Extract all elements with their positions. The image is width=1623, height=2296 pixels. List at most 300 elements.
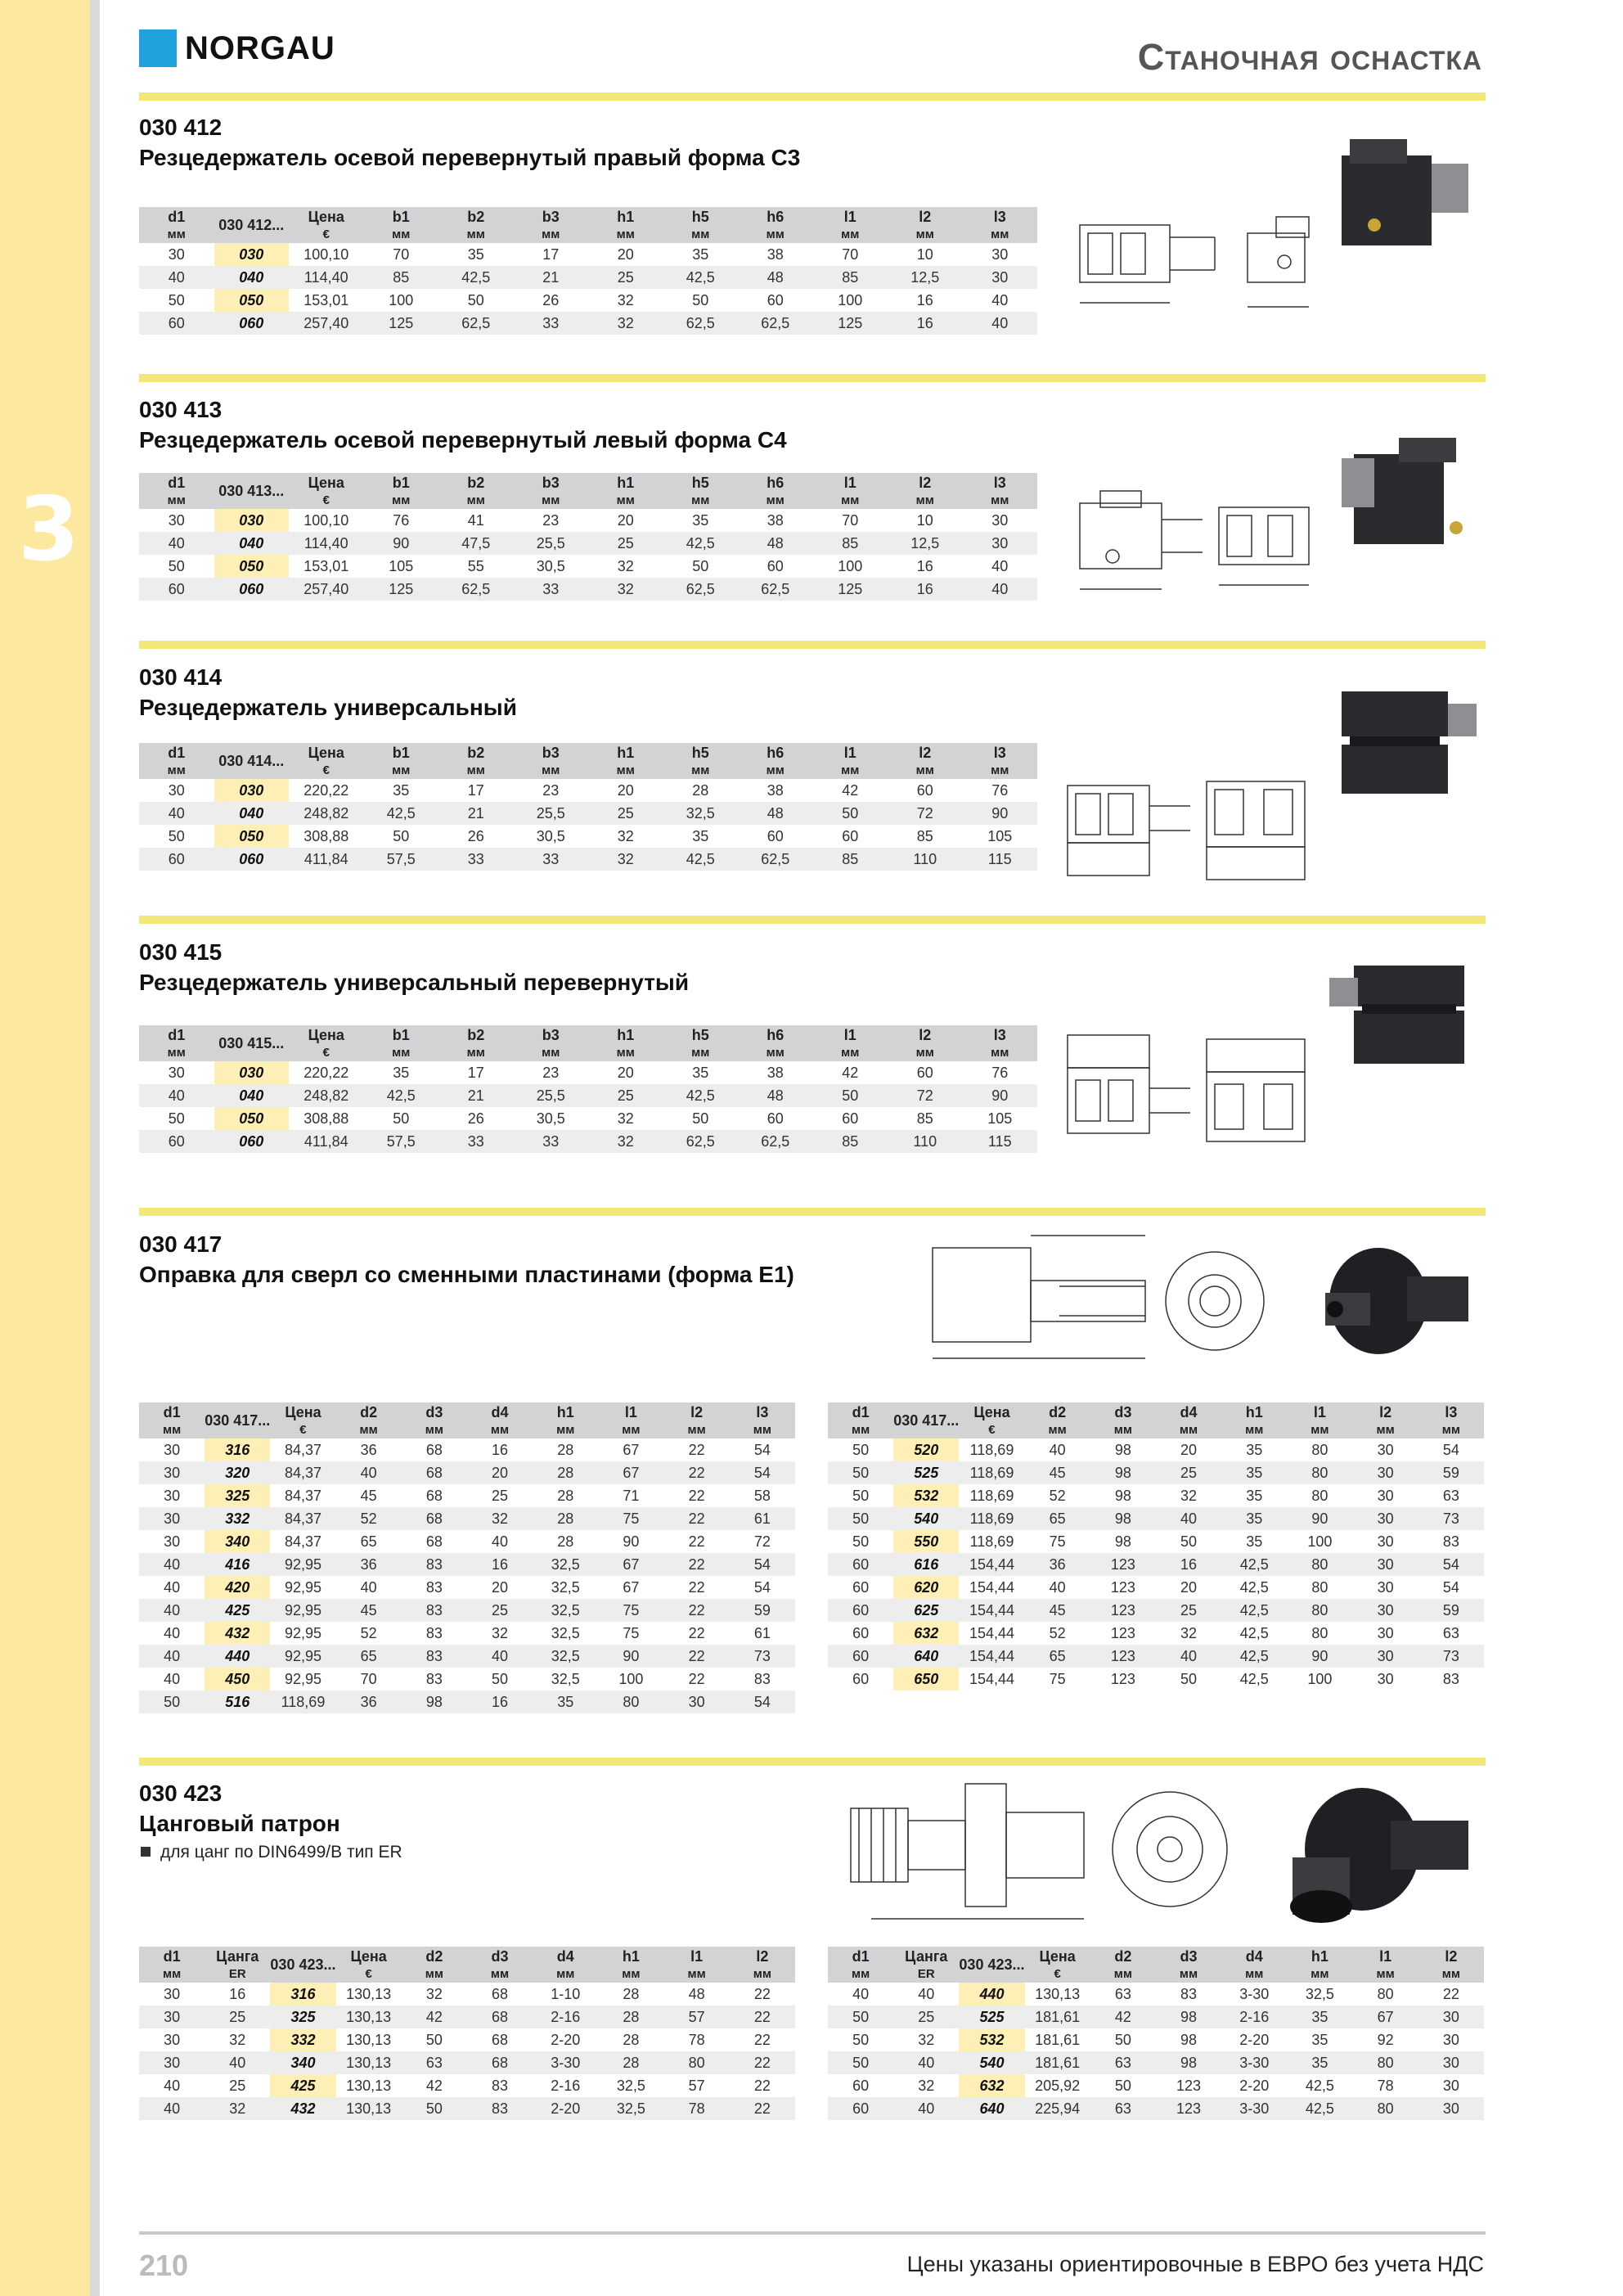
table-cell: 153,01 (303, 292, 349, 308)
table-cell: 42,5 (1239, 1625, 1269, 1641)
column-unit: мм (1090, 1966, 1156, 1983)
table-cell: 50 (828, 2006, 893, 2028)
table-cell: 32 (617, 828, 634, 844)
table-row (828, 2074, 1484, 2097)
table-cell: 130,13 (336, 2006, 402, 2028)
table-cell: 48 (688, 1986, 705, 2002)
table-cell: 154,44 (959, 1599, 1024, 1622)
table-cell: 62,5 (738, 1130, 813, 1153)
column-unit: мм (813, 227, 888, 243)
article-code: 520 (893, 1438, 959, 1461)
table-cell: 40 (139, 2097, 205, 2120)
table-cell: 60 (767, 828, 784, 844)
table-cell: 83 (492, 2078, 509, 2094)
table-cell: 50 (692, 1110, 709, 1127)
table-cell: 40 (492, 1533, 509, 1550)
column-header: 030 423... (959, 1947, 1024, 1983)
column-header: d3 (1090, 1402, 1156, 1422)
table-cell: 48 (738, 532, 813, 555)
table-cell: 30 (664, 1690, 730, 1713)
table-cell: 60 (916, 782, 933, 799)
table-cell: 62,5 (438, 312, 514, 335)
column-header: d1 (828, 1402, 893, 1422)
table-cell: 115 (963, 848, 1038, 871)
table-cell: 65 (1025, 1507, 1090, 1530)
table-cell: 54 (730, 1461, 795, 1484)
table-row (139, 2028, 795, 2051)
article-code: 030 (214, 779, 290, 802)
column-unit: € (959, 1422, 1024, 1438)
table-cell: 45 (360, 1488, 377, 1504)
table-cell: 50 (393, 1110, 410, 1127)
table-cell: 3-30 (1239, 1986, 1270, 2002)
column-unit: мм (438, 763, 514, 779)
column-header: Цена (270, 1402, 335, 1422)
table-cell: 83 (425, 1579, 443, 1596)
table-cell: 84,37 (284, 1488, 321, 1504)
table-cell: 68 (492, 1986, 509, 2002)
column-unit: мм (738, 1045, 813, 1061)
table-cell: 50 (393, 828, 410, 844)
column-header: h1 (598, 1947, 663, 1966)
table-cell: 52 (360, 1625, 377, 1641)
table-cell: 42 (842, 782, 859, 799)
table-cell: 98 (1114, 1533, 1131, 1550)
table-cell: 92,95 (284, 1625, 321, 1641)
table-cell: 73 (730, 1645, 795, 1668)
table-cell: 28 (557, 1488, 574, 1504)
article-code: 340 (205, 1530, 270, 1553)
table-cell: 33 (514, 848, 589, 871)
table-cell: 38 (767, 782, 784, 799)
table-cell: 50 (492, 1671, 509, 1687)
column-header: Цена (289, 1025, 364, 1045)
table-cell: 123 (1110, 1625, 1135, 1641)
column-unit: мм (888, 227, 963, 243)
table-cell: 23 (542, 1065, 560, 1081)
column-unit: мм (963, 763, 1038, 779)
table-cell: 105 (987, 1110, 1013, 1127)
brand-name: NORGAU (185, 29, 335, 66)
column-header: d1 (139, 743, 214, 763)
table-cell: 83 (425, 1625, 443, 1641)
column-header: h6 (738, 207, 813, 227)
table-cell: 114,40 (289, 532, 364, 555)
section-code: 030 414 (139, 664, 223, 690)
table-cell: 22 (688, 1533, 705, 1550)
column-unit: мм (888, 1045, 963, 1061)
table-cell: 181,61 (1025, 2006, 1090, 2028)
column-header: l1 (664, 1947, 730, 1966)
table-cell: 22 (664, 1461, 730, 1484)
table-cell: 38 (767, 512, 784, 529)
table-cell: 30 (1377, 1442, 1394, 1458)
table-cell: 123 (1156, 2097, 1221, 2120)
table-cell: 48 (738, 802, 813, 825)
table-row (139, 779, 1037, 802)
table-cell: 154,44 (969, 1625, 1014, 1641)
column-header: l3 (963, 207, 1038, 227)
column-unit: мм (1025, 1422, 1090, 1438)
column-unit: мм (1221, 1966, 1287, 1983)
column-header: d1 (139, 207, 214, 227)
column-unit: мм (813, 763, 888, 779)
table-cell: 30 (991, 512, 1009, 529)
table-cell: 40 (991, 292, 1009, 308)
table-cell: 42,5 (1239, 1579, 1269, 1596)
table-cell: 57,5 (364, 848, 439, 871)
column-header: d1 (828, 1947, 893, 1966)
table-cell: 181,61 (1035, 2032, 1081, 2048)
table-cell: 40 (139, 1553, 205, 1576)
column-header: d2 (336, 1402, 402, 1422)
article-code: 316 (205, 1438, 270, 1461)
table-cell: 83 (402, 1553, 467, 1576)
table-cell: 50 (168, 828, 185, 844)
column-unit: мм (1287, 1422, 1352, 1438)
table-cell: 123 (1090, 1599, 1156, 1622)
table-cell: 32 (1180, 1625, 1198, 1641)
column-header: l2 (888, 743, 963, 763)
section-code: 030 415 (139, 939, 223, 965)
table-cell: 54 (753, 1442, 771, 1458)
table-cell: 60 (767, 558, 784, 574)
table-cell: 25 (229, 2078, 246, 2094)
table-cell: 22 (730, 2097, 795, 2120)
table-cell: 30 (963, 532, 1038, 555)
article-code: 532 (959, 2028, 1024, 2051)
table-cell: 61 (753, 1625, 771, 1641)
table-row (139, 1061, 1037, 1084)
table-cell: 16 (467, 1553, 533, 1576)
table-cell: 57 (664, 2006, 730, 2028)
table-cell: 130,13 (346, 2078, 392, 2094)
table-cell: 32 (617, 558, 634, 574)
table-cell: 32,5 (551, 1579, 580, 1596)
table-cell: 50 (852, 1488, 870, 1504)
table-cell: 32,5 (1305, 1986, 1334, 2002)
table-cell: 60 (828, 1553, 893, 1576)
column-unit: мм (663, 763, 739, 779)
table-cell: 40 (1156, 1645, 1221, 1668)
table-cell: 80 (1311, 1488, 1329, 1504)
table-cell: 60 (139, 1130, 214, 1153)
column-header: h1 (588, 207, 663, 227)
table-cell: 40 (963, 578, 1038, 601)
table-cell: 68 (492, 2032, 509, 2048)
table-cell: 22 (730, 2051, 795, 2074)
spec-table-left (139, 1402, 795, 1713)
table-cell: 68 (467, 2051, 533, 2074)
column-header: d2 (402, 1947, 467, 1966)
spec-table (139, 473, 1037, 601)
table-cell: 32,5 (598, 2097, 663, 2120)
table-cell: 35 (1246, 1442, 1263, 1458)
table-row (139, 289, 1037, 312)
table-cell: 59 (730, 1599, 795, 1622)
page-number: 210 (139, 2249, 189, 2282)
table-cell: 30,5 (536, 828, 565, 844)
spec-table (139, 207, 1037, 335)
column-header: b1 (364, 1025, 439, 1045)
column-header: d3 (467, 1947, 533, 1966)
table-cell: 52 (1049, 1488, 1066, 1504)
table-cell: 26 (467, 828, 484, 844)
table-cell: 35 (1246, 1533, 1263, 1550)
table-cell: 32 (425, 1986, 443, 2002)
table-cell: 50 (813, 1084, 888, 1107)
table-cell: 98 (402, 1690, 467, 1713)
table-cell: 62,5 (663, 578, 739, 601)
table-cell: 55 (467, 558, 484, 574)
table-cell: 50 (692, 292, 709, 308)
table-cell: 33 (514, 312, 589, 335)
column-unit: мм (963, 493, 1038, 509)
column-unit: мм (1221, 1422, 1287, 1438)
table-cell: 30 (1353, 1645, 1418, 1668)
product-photo (1325, 131, 1481, 262)
column-header: h1 (1287, 1947, 1352, 1966)
article-code: 432 (205, 1622, 270, 1645)
table-cell: 16 (1156, 1553, 1221, 1576)
table-cell: 28 (598, 2051, 663, 2074)
table-cell: 154,44 (969, 1671, 1014, 1687)
table-cell: 63 (1090, 2051, 1156, 2074)
column-header: l2 (888, 1025, 963, 1045)
table-cell: 47,5 (438, 532, 514, 555)
table-cell: 30 (164, 1533, 181, 1550)
column-unit: мм (364, 763, 439, 779)
article-code: 420 (205, 1576, 270, 1599)
table-cell: 60 (767, 1110, 784, 1127)
product-photo (1317, 1231, 1481, 1379)
column-unit: € (289, 493, 364, 509)
table-cell: 80 (1287, 1553, 1352, 1576)
table-cell: 48 (738, 1084, 813, 1107)
table-cell: 2-16 (1221, 2006, 1287, 2028)
table-cell: 83 (467, 2097, 533, 2120)
section-title: Резцедержатель осевой перевернутый левый форма C4 (139, 427, 787, 452)
column-header: h5 (663, 743, 739, 763)
table-row (139, 1461, 795, 1484)
table-cell: 68 (425, 1488, 443, 1504)
table-cell: 72 (753, 1533, 771, 1550)
table-cell: 30 (1353, 1553, 1418, 1576)
column-header: d4 (533, 1947, 598, 1966)
table-cell: 26 (542, 292, 560, 308)
table-cell: 30 (164, 1488, 181, 1504)
table-cell: 35 (467, 246, 484, 263)
table-cell: 308,88 (303, 1110, 349, 1127)
article-code: 632 (893, 1622, 959, 1645)
table-cell: 20 (617, 512, 634, 529)
table-row (828, 1507, 1484, 1530)
table-cell: 32,5 (533, 1553, 598, 1576)
table-cell: 16 (888, 578, 963, 601)
table-cell: 84,37 (284, 1442, 321, 1458)
table-cell: 60 (916, 1065, 933, 1081)
column-unit: мм (813, 493, 888, 509)
column-header: d1 (139, 1402, 205, 1422)
column-header: d1 (139, 1025, 214, 1045)
table-cell: 60 (828, 1645, 893, 1668)
table-cell: 75 (1049, 1671, 1066, 1687)
table-cell: 40 (1049, 1442, 1066, 1458)
table-cell: 33 (438, 848, 514, 871)
table-cell: 50 (852, 1533, 870, 1550)
table-cell: 50 (828, 1507, 893, 1530)
column-unit: мм (402, 1422, 467, 1438)
column-unit: мм (663, 493, 739, 509)
table-row (139, 802, 1037, 825)
table-cell: 63 (1442, 1625, 1459, 1641)
column-header: 030 417... (893, 1402, 959, 1438)
article-code: 030 (214, 509, 290, 532)
table-cell: 50 (1114, 2032, 1131, 2048)
table-cell: 28 (692, 782, 709, 799)
table-cell: 75 (623, 1625, 640, 1641)
column-header: h5 (663, 1025, 739, 1045)
article-code: 640 (893, 1645, 959, 1668)
column-unit: мм (139, 1045, 214, 1061)
column-header: 030 414... (214, 743, 290, 779)
table-cell: 25 (588, 802, 663, 825)
table-cell: 42,5 (1239, 1671, 1269, 1687)
table-cell: 123 (1176, 2078, 1202, 2094)
table-cell: 28 (533, 1461, 598, 1484)
column-header: l1 (1353, 1947, 1418, 1966)
article-code: 050 (214, 289, 290, 312)
section-separator (139, 1758, 1486, 1766)
table-cell: 110 (888, 848, 963, 871)
article-code: 540 (893, 1507, 959, 1530)
table-row (139, 1484, 795, 1507)
table-cell: 22 (664, 1553, 730, 1576)
table-row (139, 1983, 795, 2006)
table-cell: 100,10 (303, 246, 349, 263)
technical-drawing (1063, 200, 1325, 331)
section-title: Цанговый патрон (139, 1811, 340, 1836)
column-header: l3 (963, 1025, 1038, 1045)
table-cell: 3-30 (1221, 2051, 1287, 2074)
table-cell: 411,84 (289, 1130, 364, 1153)
table-row (828, 2097, 1484, 2120)
table-cell: 68 (402, 1507, 467, 1530)
table-cell: 36 (336, 1553, 402, 1576)
table-cell: 45 (336, 1599, 402, 1622)
column-unit: ER (205, 1966, 270, 1983)
table-cell: 67 (598, 1553, 663, 1576)
table-cell: 80 (1311, 1579, 1329, 1596)
table-cell: 50 (828, 1461, 893, 1484)
section-title: Оправка для сверл со сменными пластинами (форма E1) (139, 1262, 794, 1287)
table-cell: 30 (1353, 1507, 1418, 1530)
table-row (139, 2097, 795, 2120)
column-header: d1 (139, 1947, 205, 1966)
column-header: h1 (588, 743, 663, 763)
column-unit: ER (893, 1966, 959, 1983)
table-cell: 20 (617, 246, 634, 263)
article-code: 060 (214, 312, 290, 335)
column-header: 030 417... (205, 1402, 270, 1438)
table-cell: 42,5 (1221, 1553, 1287, 1576)
table-cell: 118,69 (969, 1442, 1014, 1458)
table-cell: 118,69 (969, 1488, 1014, 1504)
table-cell: 50 (813, 802, 888, 825)
table-cell: 42,5 (663, 848, 739, 871)
table-cell: 20 (617, 782, 634, 799)
section-code: 030 417 (139, 1231, 223, 1257)
table-cell: 80 (1377, 1986, 1394, 2002)
table-cell: 32,5 (663, 802, 739, 825)
table-cell: 35 (1246, 1488, 1263, 1504)
table-cell: 65 (336, 1645, 402, 1668)
table-cell: 60 (852, 1579, 870, 1596)
table-cell: 130,13 (1035, 1986, 1081, 2002)
table-cell: 83 (402, 1645, 467, 1668)
table-cell: 36 (336, 1690, 402, 1713)
table-cell: 75 (598, 1507, 663, 1530)
column-header: l3 (963, 473, 1038, 493)
table-cell: 42,5 (1221, 1599, 1287, 1622)
technical-drawing (1055, 761, 1325, 892)
table-cell: 20 (492, 1579, 509, 1596)
table-cell: 80 (1311, 1625, 1329, 1641)
table-cell: 63 (1442, 1488, 1459, 1504)
table-cell: 70 (842, 246, 859, 263)
table-cell: 42 (402, 2006, 467, 2028)
table-cell: 30 (1377, 1671, 1394, 1687)
table-cell: 123 (1090, 1645, 1156, 1668)
table-cell: 50 (425, 2032, 443, 2048)
column-header: l3 (963, 743, 1038, 763)
table-cell: 22 (688, 1625, 705, 1641)
table-row (828, 1599, 1484, 1622)
table-cell: 35 (692, 1065, 709, 1081)
table-cell: 83 (753, 1671, 771, 1687)
table-cell: 98 (1180, 2032, 1198, 2048)
table-cell: 154,44 (959, 1553, 1024, 1576)
article-code: 525 (959, 2006, 1024, 2028)
column-unit: мм (663, 227, 739, 243)
table-cell: 30 (1377, 1579, 1394, 1596)
table-cell: 125 (364, 578, 439, 601)
column-unit: мм (336, 1422, 402, 1438)
table-cell: 40 (139, 1599, 205, 1622)
article-code: 525 (893, 1461, 959, 1484)
table-cell: 23 (542, 782, 560, 799)
table-cell: 118,69 (969, 1533, 1014, 1550)
column-header: h1 (533, 1402, 598, 1422)
column-header: l1 (813, 473, 888, 493)
column-header: h5 (663, 473, 739, 493)
table-cell: 32 (588, 848, 663, 871)
article-code: 040 (214, 1084, 290, 1107)
column-unit: мм (598, 1966, 663, 1983)
table-cell: 98 (1090, 1461, 1156, 1484)
column-unit: мм (888, 493, 963, 509)
table-cell: 40 (164, 1671, 181, 1687)
table-cell: 153,01 (303, 558, 349, 574)
table-row (139, 1599, 795, 1622)
column-header: l1 (598, 1402, 663, 1422)
table-cell: 57,5 (364, 1130, 439, 1153)
column-unit: мм (514, 763, 589, 779)
table-cell: 40 (1156, 1507, 1221, 1530)
table-cell: 40 (360, 1579, 377, 1596)
table-cell: 36 (360, 1442, 377, 1458)
table-cell: 17 (542, 246, 560, 263)
